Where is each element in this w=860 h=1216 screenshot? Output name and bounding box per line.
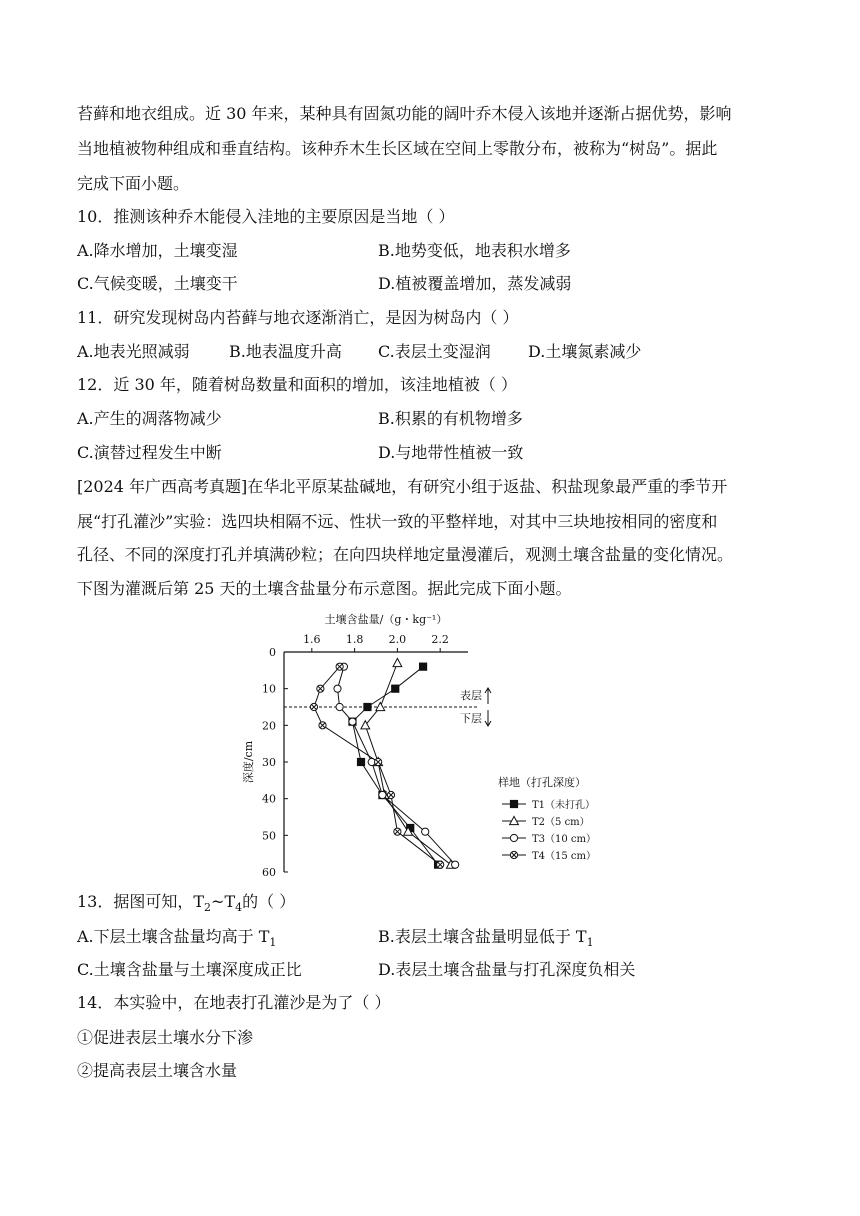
x-tick-label: 2.2 [431,633,449,646]
series-3-point [334,685,341,692]
question-13-option-a-text: A.下层土壤含盐量均高于 T [77,927,270,946]
passage-intro-line-1: 苔藓和地衣组成。近 30 年来，某种具有固氮功能的阔叶乔木侵入该地并逐渐占据优势，影响 [77,104,732,123]
passage-intro-line-2: 当地植被物种组成和垂直结构。该种乔木生长区域在空间上零散分布，被称为“树岛”。据此 [77,139,718,158]
question-12-option-b: B.积累的有机物增多 [378,409,523,428]
passage2-line-4: 下图为灌溉后第 25 天的土壤含盐量分布示意图。据此完成下面小题。 [77,579,572,598]
question-13-option-c: C.土壤含盐量与土壤深度成正比 [77,960,302,979]
series-1-point [392,685,399,692]
question-13-option-d: D.表层土壤含盐量与打孔深度负相关 [378,960,636,979]
question-11-option-a: A.地表光照减弱 [77,342,190,361]
question-12-option-c: C.演替过程发生中断 [77,443,222,462]
y-tick-label: 50 [262,829,276,843]
series-1-point [419,663,426,670]
question-12-stem: 12．近 30 年，随着树岛数量和面积的增加，该洼地植被（ ） [77,375,517,394]
legend-label-2: T2（5 cm） [532,817,590,828]
question-14-option-1: ①促进表层土壤水分下渗 [77,1028,254,1047]
question-13-option-b [378,926,594,954]
series-1-point [364,703,371,710]
passage-intro-line-3: 完成下面小题。 [77,174,190,193]
y-tick-label: 10 [262,682,276,696]
legend-marker-1 [510,800,517,807]
question-10-option-d: D.植被覆盖增加，蒸发减弱 [378,274,572,293]
y-tick-label: 30 [262,756,276,769]
x-tick-label: 1.6 [303,633,321,646]
question-10-option-b: B.地势变低，地表积水增多 [378,241,571,260]
question-12-option-a: A.产生的凋落物减少 [77,409,222,428]
y-axis-title: 深度/cm [242,740,255,784]
question-14-option-2: ②提高表层土壤含水量 [77,1061,238,1080]
question-11-stem: 11．研究发现树岛内苔藓与地衣逐渐消亡，是因为树岛内（ ） [77,308,519,327]
y-tick-label: 0 [269,646,276,659]
question-11-option-c: C.表层土变湿润 [378,342,491,361]
question-11-option-d: D.土壤氮素减少 [528,342,642,361]
legend-marker-3 [510,834,517,841]
legend-label-3: T3（10 cm） [532,834,597,845]
passage2-line-3: 孔径、不同的深度打孔并填满砂粒；在向四块样地定量漫灌后，观测土壤含盐量的变化情况。 [77,545,734,564]
x-tick-label: 1.8 [345,633,364,646]
question-10-stem: 10．推测该种乔木能侵入洼地的主要原因是当地（ ） [77,207,455,226]
question-13-option-b-subscript: 1 [586,936,594,950]
question-13-option-a-subscript: 1 [269,936,277,950]
legend-title: 样地（打孔深度） [498,776,586,789]
x-tick-label: 2.0 [388,633,407,646]
question-13-stem-part: 的（ ） [242,892,296,911]
question-10-option-c: C.气候变暖，土壤变干 [77,274,238,293]
soil-salt-chart [240,608,660,880]
legend-label-4: T4（15 cm） [532,851,597,862]
series-1-point [357,758,364,765]
y-tick-label: 60 [262,866,276,879]
question-13-subscript: 2 [204,901,212,915]
series-3-point [379,791,386,798]
series-3-point [452,861,459,868]
question-13-subscript: 4 [235,901,243,915]
x-axis-title: 土壤含盐量/（g・kg⁻¹） [324,613,448,626]
y-tick-label: 40 [262,792,276,806]
y-tick-label: 20 [262,719,276,733]
question-14-stem: 14．本实验中，在地表打孔灌沙是为了（ ） [77,993,391,1012]
surface-layer-label: 表层 [460,689,482,702]
soil-salt-chart-svg [240,608,660,880]
series-3-point [422,828,429,835]
question-12-option-d: D.与地带性植被一致 [378,443,524,462]
question-13-option-a [77,926,276,954]
question-13-stem [77,891,295,919]
series-2-point [393,658,402,666]
subsurface-layer-label: 下层 [460,712,482,725]
passage2-line-1: [2024 年广西高考真题]在华北平原某盐碱地，有研究小组于返盐、积盐现象最严重的季节开 [77,477,728,496]
question-13-stem-part: 13．据图可知，T [77,892,205,911]
question-13-stem-part: ~T [211,892,236,911]
question-13-option-b-text: B.表层土壤含盐量明显低于 T [378,927,587,946]
series-3-point [349,718,356,725]
question-11-option-b: B.地表温度升高 [229,342,342,361]
legend-label-1: T1（未打孔） [532,800,596,811]
series-3-point [336,703,343,710]
passage2-line-2: 展“打孔灌沙”实验：选四块相隔不远、性状一致的平整样地，对其中三块地按相同的密度和 [77,512,718,531]
series-2-point [376,702,385,710]
question-10-option-a: A.降水增加，土壤变湿 [77,241,238,260]
